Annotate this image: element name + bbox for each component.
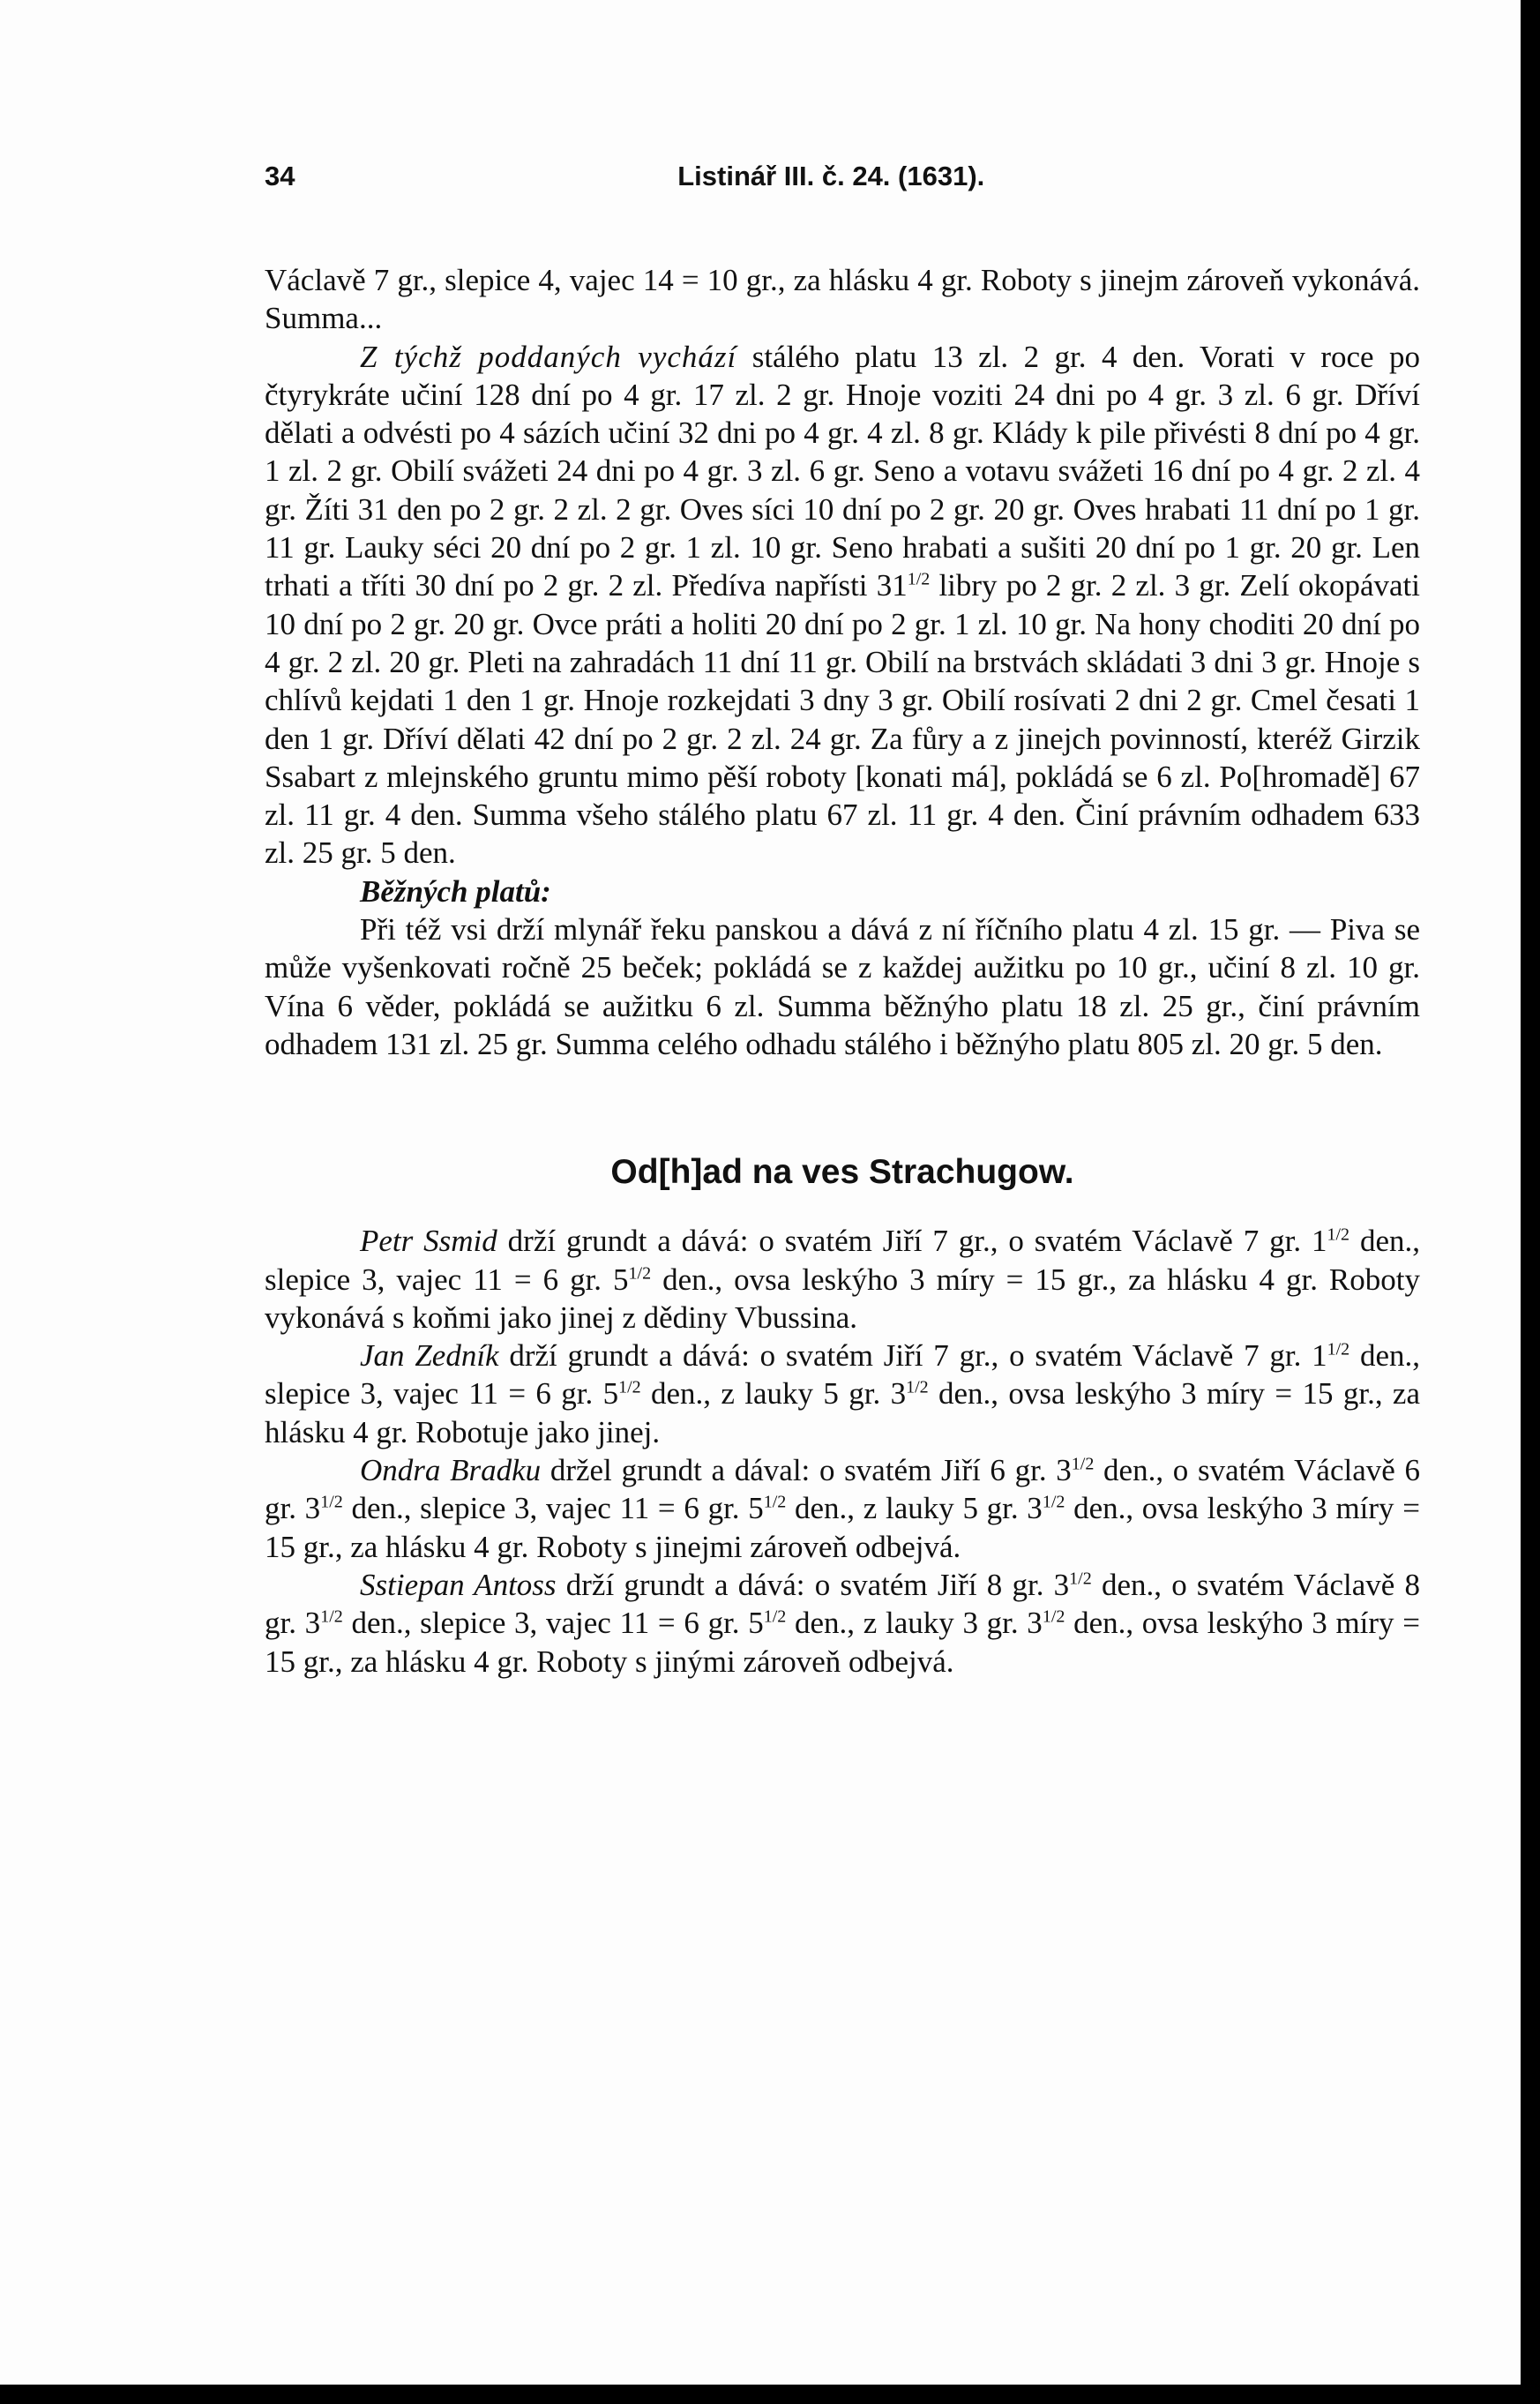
paragraph-summa: Václavě 7 gr., slepice 4, vajec 14 = 10 gr., za hlásku 4 gr. Roboty s jinejm zároveň vykonává. Summa... xyxy=(265,263,1420,336)
entry-ondra-bradku: Ondra Bradku držel grundt a dával: o svatém Jiří 6 gr. $3^{1/2}$ den., o svatém Václavě 6 gr. $3^{1/2}$ den., slepice 3, vajec 11 = 6 gr. $5^{1/2}$ den., z lauky 5 gr. $3^{1/2}$ den., ovsa leskýho 3 míry = 15 gr., za hlásku 4 gr. Roboty s jinejmi zároveň odbejvá. xyxy=(265,1453,1420,1564)
paragraph-running-payments: Při též vsi drží mlynář řeku panskou a dává z ní říčního platu 4 zl. 15 gr. — Piva se může vyšenkovati ročně 25 beček; pokládá se z každej aužitku po 10 gr., učiní 8 zl. 10 gr. Vína 6 věder, pokládá se aužitku 6 zl. Summa běžnýho platu 18 zl. 25 gr., činí právním odhadem 131 zl. 25 gr. Summa celého odhadu stálého i běžnýho platu 805 zl. 20 gr. 5 den. xyxy=(265,912,1420,1061)
entry-name: Ondra Bradku xyxy=(360,1453,542,1488)
section-heading: Od[h]ad na ves Strachugow. xyxy=(610,1153,1074,1192)
running-head xyxy=(265,159,1420,194)
paragraph-lead: Z týchž poddaných vychází xyxy=(360,339,737,374)
entry-jan-zednik: Jan Zedník drží grundt a dává: o svatém Jiří 7 gr., o svatém Václavě 7 gr. $1^{1/2}$ den., slepice 3, vajec 11 = 6 gr. $5^{1/2}$ den., z lauky 5 gr. $3^{1/2}$ den., ovsa leskýho 3 míry = 15 gr., za hlásku 4 gr. Robotuje jako jinej. xyxy=(265,1338,1421,1449)
entry-petr-ssmid: Petr Ssmid drží grundt a dává: o svatém Jiří 7 gr., o svatém Václavě 7 gr. $1^{1/2}$ den., slepice 3, vajec 11 = 6 gr. $5^{1/2}$ den., ovsa leskýho 3 míry = 15 gr., za hlásku 4 gr. Roboty vykonává s koňmi jako jinej z dědiny Vbussina. xyxy=(265,1224,1420,1335)
entry-name: Jan Zedník xyxy=(360,1338,499,1374)
page-header-title: Listinář III. č. 24. (1631). xyxy=(677,161,985,191)
entry-name: Sstiepan Antoss xyxy=(360,1567,557,1602)
entry-name: Petr Ssmid xyxy=(360,1224,497,1259)
entry-sstiepan-antoss: Sstiepan Antoss drží grundt a dává: o svatém Jiří 8 gr. $3^{1/2}$ den., o svatém Václavě 8 gr. $3^{1/2}$ den., slepice 3, vajec 11 = 6 gr. $5^{1/2}$ den., z lauky 3 gr. $3^{1/2}$ den., ovsa leskýho 3 míry = 15 gr., za hlásku 4 gr. Roboty s jinými zároveň odbejvá. xyxy=(265,1567,1420,1679)
sub-heading: Běžných platů: xyxy=(360,873,551,909)
page-number: 34 xyxy=(265,161,295,191)
document-body xyxy=(265,159,1420,1681)
paragraph-fixed-payments: Z týchž poddaných vychází stálého platu 13 zl. 2 gr. 4 den. Vorati v roce po čtyrykráte učiní 128 dní po 4 gr. 17 zl. 2 gr. Hnoje voziti 24 dni po 4 gr. 3 zl. 6 gr. Dříví dělati a odvésti po 4 sázích učiní 32 dni po 4 gr. 4 zl. 8 gr. Klády k pile přivésti 8 dní po 4 gr. 1 zl. 2 gr. Obilí svážeti 24 dni po 4 gr. 3 zl. 6 gr. Seno a votavu svážeti 16 dní po 4 gr. 2 zl. 4 gr. Žíti 31 den po 2 gr. 2 zl. 2 gr. Oves síci 10 dní po 2 gr. 20 gr. Oves hrabati 11 dní po 1 gr. 11 gr. Lauky séci 20 dní po 2 gr. 1 zl. 10 gr. Seno hrabati a sušiti 20 dní po 1 gr. 20 gr. Len trhati a tříti 30 dní po 2 gr. 2 zl. Předíva napřísti $31^{1/2}$ libry po 2 gr. 2 zl. 3 gr. Zelí okopávati 10 dní po 2 gr. 20 gr. Ovce práti a holiti 20 dní po 2 gr. 1 zl. 10 gr. Na hony choditi 20 dní po 4 gr. 2 zl. 20 gr. Pleti na zahradách 11 dní 11 gr. Obilí na brstvách skládati 3 dni 3 gr. Hnoje s chlívů kejdati 1 den 1 gr. Hnoje rozkejdati 3 dny 3 gr. Obilí rosívati 2 dni 2 gr. Cmel česati 1 den 1 gr. Dříví dělati 42 dní po 2 gr. 2 zl. 24 gr. Za fůry a z jinejch povinností, kteréž Girzik Ssabart z mlejnského gruntu mimo pěší roboty [konati má], pokládá se 6 zl. Po[hromadě] 67 zl. 11 gr. 4 den. Summa všeho stálého platu 67 zl. 11 gr. 4 den. Činí právním odhadem 633 zl. 25 gr. 5 den. xyxy=(265,339,1420,871)
